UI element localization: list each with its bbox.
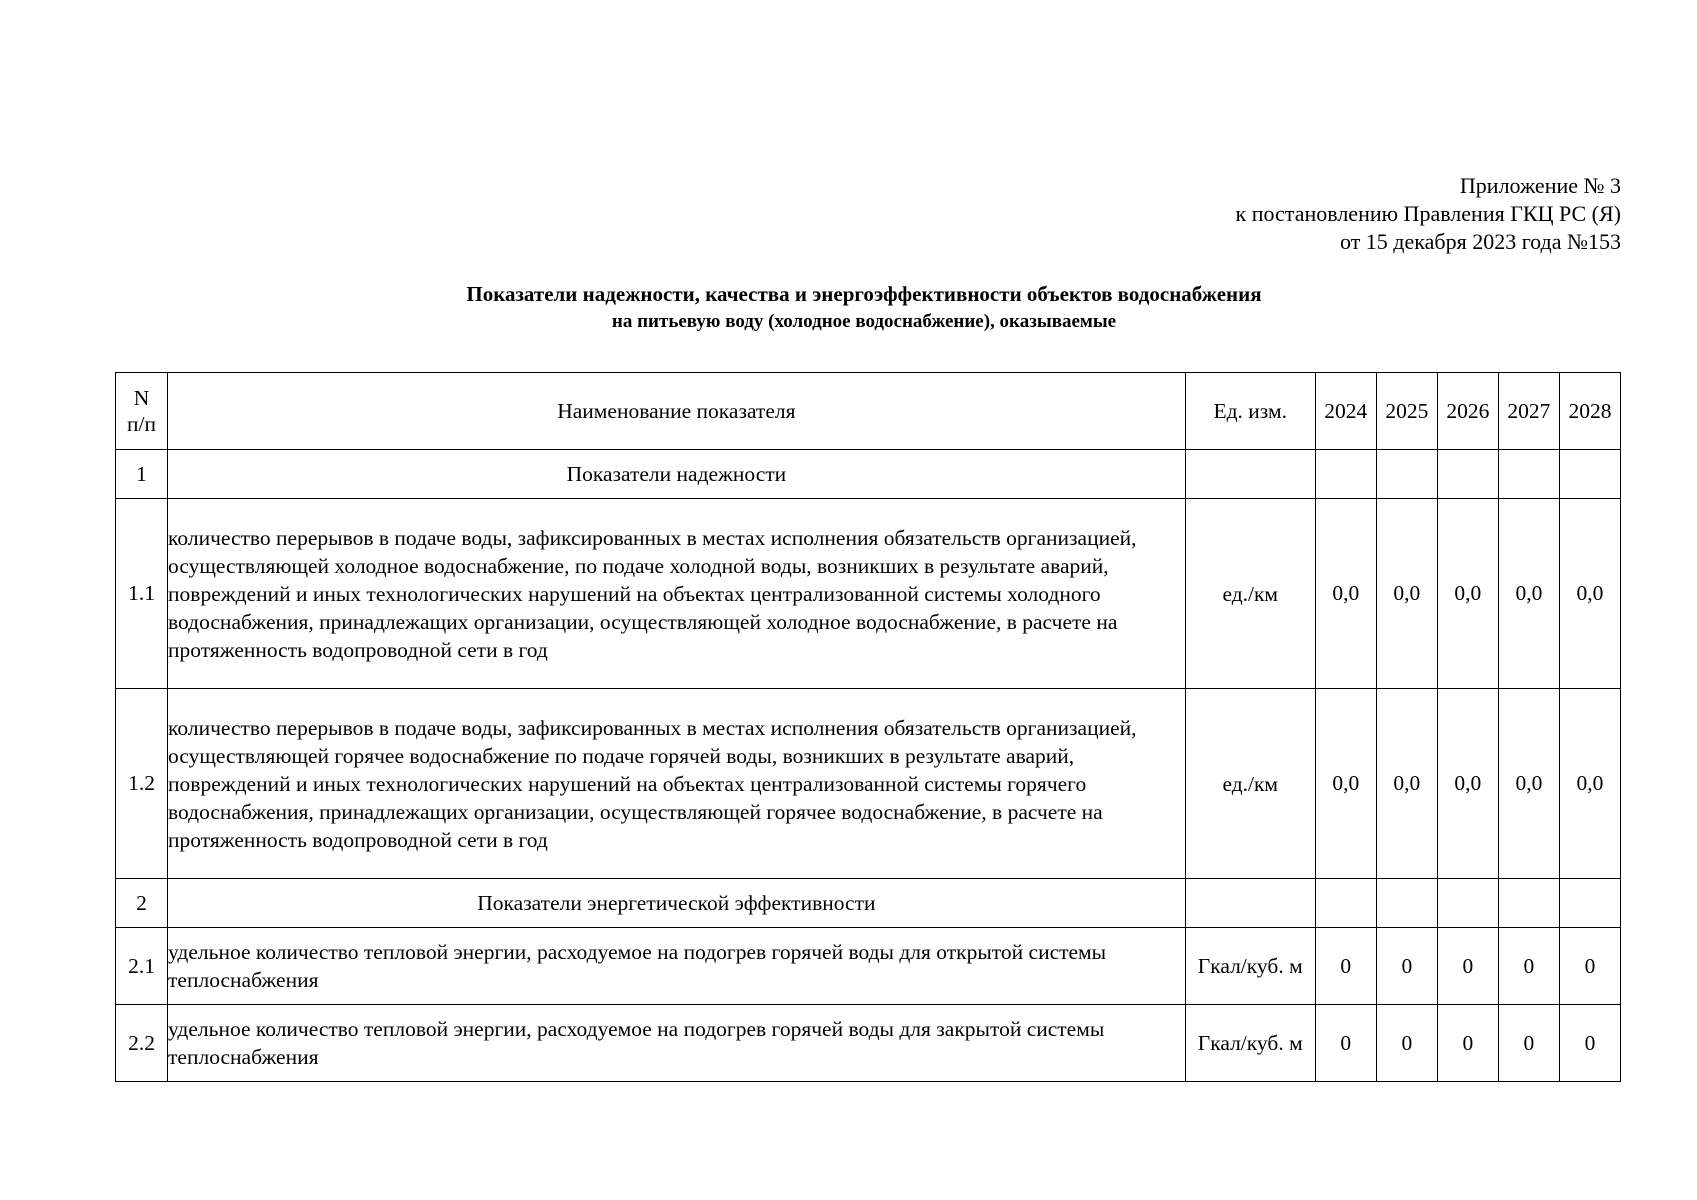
table-row xyxy=(116,1005,1621,1082)
row-num: 1.1 xyxy=(116,499,168,689)
table-row xyxy=(116,499,1621,689)
header-unit: Ед. изм. xyxy=(1185,373,1315,450)
row-value: 0,0 xyxy=(1437,689,1498,879)
empty-cell xyxy=(1559,450,1620,499)
row-value: 0 xyxy=(1437,1005,1498,1082)
row-value: 0 xyxy=(1376,928,1437,1005)
row-unit: Гкал/куб. м xyxy=(1185,1005,1315,1082)
header-year: 2028 xyxy=(1559,373,1620,450)
annex-number: Приложение № 3 xyxy=(1459,173,1621,198)
row-unit: ед./км xyxy=(1185,689,1315,879)
empty-cell xyxy=(1185,879,1315,928)
header-year: 2025 xyxy=(1376,373,1437,450)
empty-cell xyxy=(1498,450,1559,499)
section-num: 1 xyxy=(116,450,168,499)
header-num-line2: п/п xyxy=(127,412,157,436)
table-header-row xyxy=(116,373,1621,450)
section-num: 2 xyxy=(116,879,168,928)
row-name: количество перерывов в подаче воды, зафиксированных в местах исполнения обязательств организацией, осуществляющей холодное водоснабжение, по подаче холодной воды, возникших в результате аварий, повреждений и иных технологических нарушений на объектах централизованной системы холодного водоснабжения, принадлежащих организации, осуществляющей холодное водоснабжение, в расчете на протяженность водопроводной сети в год xyxy=(168,499,1186,689)
row-value: 0,0 xyxy=(1559,499,1620,689)
header-num xyxy=(116,373,168,450)
row-name: удельное количество тепловой энергии, расходуемое на подогрев горячей воды для открытой системы теплоснабжения xyxy=(168,928,1186,1005)
row-unit: ед./км xyxy=(1185,499,1315,689)
annex-date: от 15 декабря 2023 года №153 xyxy=(1339,229,1621,254)
title-line-2: на питьевую воду (холодное водоснабжение), оказываемые xyxy=(611,311,1117,332)
empty-cell xyxy=(1437,450,1498,499)
table-row xyxy=(116,928,1621,1005)
section-title: Показатели энергетической эффективности xyxy=(168,879,1186,928)
row-value: 0 xyxy=(1559,1005,1620,1082)
document-title xyxy=(0,280,1697,336)
table-row xyxy=(116,689,1621,879)
indicators-table xyxy=(115,372,1621,1082)
row-value: 0 xyxy=(1376,1005,1437,1082)
empty-cell xyxy=(1437,879,1498,928)
row-value: 0,0 xyxy=(1498,499,1559,689)
row-value: 0 xyxy=(1315,928,1376,1005)
row-value: 0,0 xyxy=(1498,689,1559,879)
row-value: 0,0 xyxy=(1315,499,1376,689)
section-row xyxy=(116,450,1621,499)
header-num-line1: N xyxy=(133,386,150,410)
empty-cell xyxy=(1376,879,1437,928)
row-value: 0,0 xyxy=(1376,499,1437,689)
empty-cell xyxy=(1315,879,1376,928)
empty-cell xyxy=(1315,450,1376,499)
header-year: 2026 xyxy=(1437,373,1498,450)
empty-cell xyxy=(1559,879,1620,928)
annex-resolution: к постановлению Правления ГКЦ РС (Я) xyxy=(1235,201,1621,226)
row-num: 1.2 xyxy=(116,689,168,879)
row-value: 0 xyxy=(1437,928,1498,1005)
header-name: Наименование показателя xyxy=(168,373,1186,450)
row-name: удельное количество тепловой энергии, расходуемое на подогрев горячей воды для закрытой системы теплоснабжения xyxy=(168,1005,1186,1082)
empty-cell xyxy=(1498,879,1559,928)
row-value: 0 xyxy=(1559,928,1620,1005)
row-value: 0,0 xyxy=(1437,499,1498,689)
row-value: 0 xyxy=(1315,1005,1376,1082)
section-title: Показатели надежности xyxy=(168,450,1186,499)
row-value: 0,0 xyxy=(1376,689,1437,879)
row-unit: Гкал/куб. м xyxy=(1185,928,1315,1005)
row-num: 2.1 xyxy=(116,928,168,1005)
section-row xyxy=(116,879,1621,928)
header-year: 2024 xyxy=(1315,373,1376,450)
row-value: 0,0 xyxy=(1559,689,1620,879)
row-value: 0,0 xyxy=(1315,689,1376,879)
empty-cell xyxy=(1376,450,1437,499)
row-name: количество перерывов в подаче воды, зафиксированных в местах исполнения обязательств организацией, осуществляющей горячее водоснабжение по подаче горячей воды, возникших в результате аварий, повреждений и иных технологических нарушений на объектах централизованной системы горячего водоснабжения, принадлежащих организации, осуществляющей горячее водоснабжение, в расчете на протяженность водопроводной сети в год xyxy=(168,689,1186,879)
header-year: 2027 xyxy=(1498,373,1559,450)
row-value: 0 xyxy=(1498,1005,1559,1082)
row-value: 0 xyxy=(1498,928,1559,1005)
annex-header xyxy=(1236,172,1621,256)
row-num: 2.2 xyxy=(116,1005,168,1082)
empty-cell xyxy=(1185,450,1315,499)
title-line-1: Показатели надежности, качества и энергоэффективности объектов водоснабжения xyxy=(466,282,1262,306)
